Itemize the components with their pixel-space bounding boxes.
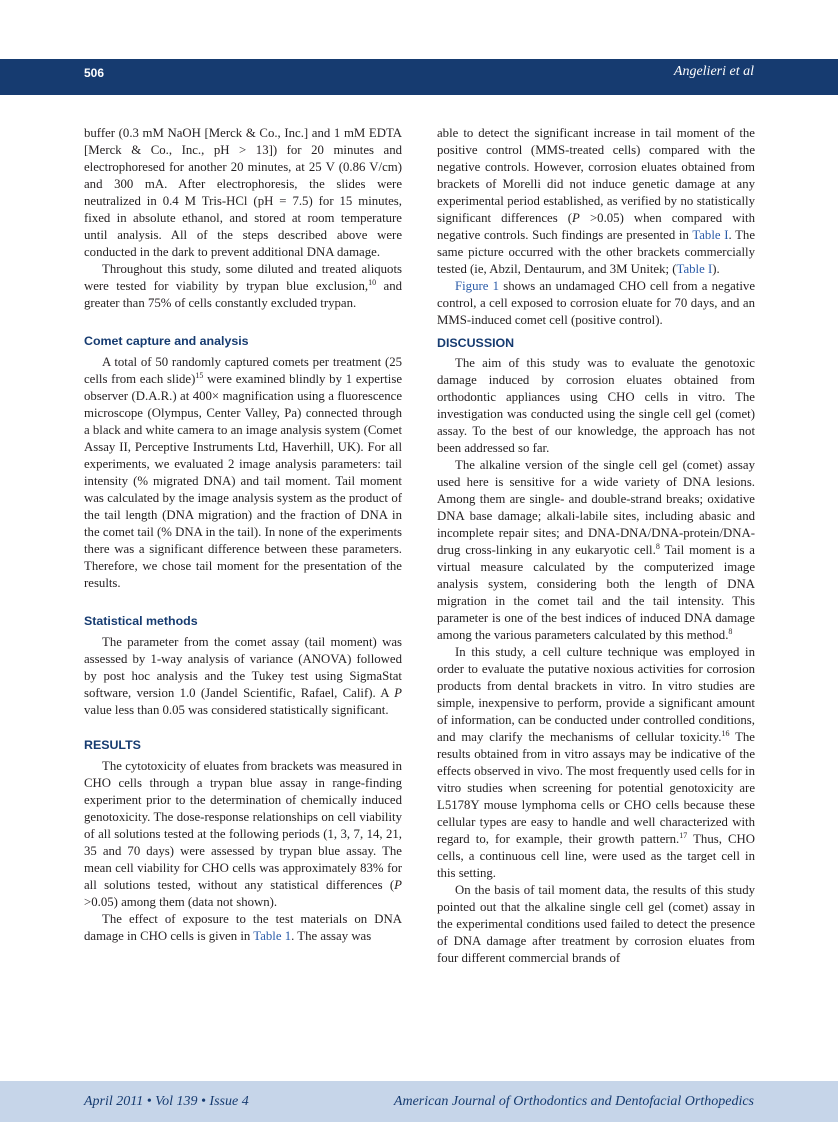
paragraph-text: The results obtained from in vitro assays may be indicative of the effects observed in vivo. The most frequently used cells for in vitro studies when screening for potential genotoxicity are L5178Y mouse lymphoma cells or CHO cells because these cellular types are easy to handle and well characterized with regard to, for example, their growth pattern. xyxy=(437,730,755,846)
paragraph xyxy=(437,278,755,329)
table-1-link[interactable]: Table I xyxy=(692,228,729,242)
paragraph-text: The aim of this study was to evaluate the genotoxic damage induced by corrosion eluates obtained from orthodontic appliances using CHO cells in vitro. The investigation was conducted using the single cell gel (comet) assay. To the best of our knowledge, the approach has not been addressed so far. xyxy=(437,356,755,455)
paragraph xyxy=(84,758,402,911)
paragraph-text: On the basis of tail moment data, the results of this study pointed out that the alkaline single cell gel (comet) assay in the experimental conditions used failed to detect the presence of DNA damage after treatment by corrosion eluates from four different commercial brands of xyxy=(437,883,755,965)
paragraph-text: able to detect the significant increase in tail moment of the positive control (MMS-treated cells) compared with the negative controls. However, corrosion eluates obtained from brackets of Morelli did not induce genetic damage at any experimental period established, as verified by no statistically significant differences ( xyxy=(437,126,755,225)
paragraph-text: . The same picture occurred with the other brackets commercially tested (ie, Abzil, Dentaurum, and 3M Unitek; ( xyxy=(437,228,756,276)
p-value-symbol: P xyxy=(394,878,402,892)
paragraph xyxy=(84,261,402,312)
footer-issue: April 2011 • Vol 139 • Issue 4 xyxy=(84,1094,249,1109)
section-heading-results: RESULTS xyxy=(84,738,141,752)
right-column xyxy=(437,125,755,967)
reference-superscript[interactable]: 15 xyxy=(195,371,204,380)
paragraph xyxy=(437,457,755,644)
paragraph-text: shows an undamaged CHO cell from a negative control, a cell exposed to corrosion eluate for 70 days, and an MMS-induced comet cell (positive control). xyxy=(437,279,756,327)
paragraph-text: . The assay was xyxy=(291,929,372,943)
reference-superscript[interactable]: 10 xyxy=(368,278,377,287)
paragraph xyxy=(84,354,402,592)
running-author: Angelieri et al xyxy=(673,64,754,79)
p-value-symbol: P xyxy=(572,211,580,225)
paragraph-text: ). xyxy=(712,262,720,276)
paragraph-text: value less than 0.05 was considered statistically significant. xyxy=(84,703,389,717)
reference-superscript[interactable]: 8 xyxy=(655,542,660,551)
paragraph-text: Throughout this study, some diluted and treated aliquots were tested for viability by trypan blue exclusion, xyxy=(84,262,402,293)
table-1-link[interactable]: Table I xyxy=(676,262,713,276)
paragraph-text: Thus, CHO cells, a continuous cell line, were used as the target cell in this setting. xyxy=(437,832,755,880)
p-value-symbol: P xyxy=(394,686,402,700)
paragraph-text: buffer (0.3 mM NaOH [Merck & Co., Inc.] and 1 mM EDTA [Merck & Co., Inc., pH > 13]) for 20 minutes and electrophoresed for another 20 minutes, at 25 V (0.86 V/cm) and 300 mA. After electrophoresis, the slides were neutralized in 0.4 M Tris-HCl (pH = 7.5) for 15 minutes, fixed in absolute ethanol, and stored at room temperature until analysis. All of the steps described above were conducted in the dark to prevent additional DNA damage. xyxy=(84,126,402,259)
paragraph xyxy=(84,911,402,945)
table-1-link[interactable]: Table 1 xyxy=(253,929,292,943)
section-heading-discussion: DISCUSSION xyxy=(437,336,515,350)
reference-superscript[interactable]: 16 xyxy=(721,729,730,738)
paragraph-text: and greater than 75% of cells constantly excluded trypan. xyxy=(84,279,402,310)
paragraph-text: were examined blindly by 1 expertise observer (D.A.R.) at 400× magnification using a fluorescence microscope (Olympus, Center Valley, Pa) connected through a black and white camera to an image analysis system (Comet Assay II, Perceptive Instruments Ltd, Haverhill, UK). For all experiments, we evaluated 2 image analysis parameters: tail intensity (% migrated DNA) and tail moment. Tail moment was calculated by the image analysis system as the product of the tail length (DNA migration) and the fraction of DNA in the comet tail (% DNA in the tail). In none of the experiments there was a significant difference between these parameters. Therefore, we chose tail moment for the presentation of the results. xyxy=(84,372,403,590)
paragraph xyxy=(437,125,755,278)
paragraph-text: The alkaline version of the single cell gel (comet) assay used here is sensitive for a wide variety of DNA lesions. Among them are single- and double-strand breaks; oxidative DNA base damage; alkali-labile sites, including abasic and incomplete repair sites; and DNA-DNA/DNA-protein/DNA-drug cross-linking in any eukaryotic cell. xyxy=(437,458,755,557)
paragraph-text: Tail moment is a virtual measure calculated by the computerized image analysis system, considering both the length of DNA migration in the comet tail and the tail intensity. This parameter is one of the best indices of induced DNA damage among the various parameters calculated by this method. xyxy=(437,543,755,642)
section-heading-statistical-methods: Statistical methods xyxy=(84,614,198,628)
paragraph xyxy=(437,644,755,882)
footer-journal: American Journal of Orthodontics and Dentofacial Orthopedics xyxy=(393,1094,754,1109)
paragraph xyxy=(84,634,402,719)
left-column xyxy=(84,125,402,945)
paragraph-text: The parameter from the comet assay (tail moment) was assessed by 1-way analysis of variance (ANOVA) followed by post hoc analysis and the Tukey test using SigmaStat software, version 1.0 (Jandel Scientific, Rafael, Calif). A xyxy=(84,635,402,700)
paragraph-text: The effect of exposure to the test materials on DNA damage in CHO cells is given in xyxy=(84,912,402,943)
paragraph-text: In this study, a cell culture technique was employed in order to evaluate the putative noxious activities for corrosion products from dental brackets in vitro. In vitro studies are simple, inexpensive to perform, provide a significant amount of information, can be conducted under controlled conditions, and may clarify the mechanisms of cellular toxicity. xyxy=(437,645,755,744)
paragraph-text: >0.05) when compared with negative controls. Such findings are presented in xyxy=(437,211,755,242)
reference-superscript[interactable]: 17 xyxy=(679,831,688,840)
paragraph xyxy=(437,355,755,457)
page-number: 506 xyxy=(84,66,105,80)
paragraph-text: The cytotoxicity of eluates from brackets was measured in CHO cells through a trypan blue assay in range-finding experiment prior to the determination of chemically induced genotoxicity. The dose-response relationships on cell viability of all solutions tested at the following periods (1, 3, 7, 14, 21, 35 and 70 days) were assessed by trypan blue assay. The mean cell viability for CHO cells was approximately 83% for all solutions tested, without any statistical differences ( xyxy=(84,759,402,892)
paragraph xyxy=(437,882,755,967)
paragraph xyxy=(84,125,402,261)
paragraph-text: A total of 50 randomly captured comets per treatment (25 cells from each slide) xyxy=(84,355,402,386)
paragraph-text: >0.05) among them (data not shown). xyxy=(84,895,278,909)
section-heading-comet-capture: Comet capture and analysis xyxy=(84,334,249,348)
figure-1-link[interactable]: Figure 1 xyxy=(455,279,500,293)
reference-superscript[interactable]: 8 xyxy=(728,627,733,636)
